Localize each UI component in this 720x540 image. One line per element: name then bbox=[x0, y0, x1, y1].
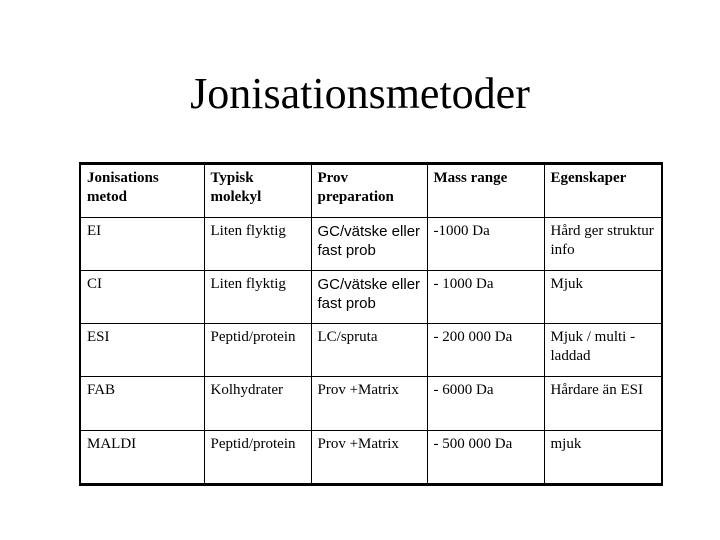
table-cell: mjuk bbox=[544, 431, 662, 485]
header-cell: Mass range bbox=[427, 164, 544, 218]
table-cell: Hårdare än ESI bbox=[544, 377, 662, 431]
table-cell: EI bbox=[80, 218, 204, 271]
header-cell: Egenskaper bbox=[544, 164, 662, 218]
header-cell: Jonisations metod bbox=[80, 164, 204, 218]
ionization-methods-table bbox=[79, 162, 663, 486]
table-cell: Prov +Matrix bbox=[311, 431, 427, 485]
table-cell: - 1000 Da bbox=[427, 271, 544, 324]
table-row bbox=[80, 377, 662, 431]
table-cell: CI bbox=[80, 271, 204, 324]
table-cell: - 200 000 Da bbox=[427, 324, 544, 377]
table-cell: GC/vätske eller fast prob bbox=[311, 271, 427, 324]
table-cell: Hård ger struktur info bbox=[544, 218, 662, 271]
table-cell: Liten flyktig bbox=[204, 218, 311, 271]
table-row bbox=[80, 431, 662, 485]
slide-title: Jonisationsmetoder bbox=[190, 69, 530, 118]
table-cell: Liten flyktig bbox=[204, 271, 311, 324]
table-cell: ESI bbox=[80, 324, 204, 377]
table-cell: - 6000 Da bbox=[427, 377, 544, 431]
table-cell: GC/vätske eller fast prob bbox=[311, 218, 427, 271]
header-cell: Typisk molekyl bbox=[204, 164, 311, 218]
table-cell: Mjuk / multi - laddad bbox=[544, 324, 662, 377]
table-cell: MALDI bbox=[80, 431, 204, 485]
table-row bbox=[80, 271, 662, 324]
table-header-row bbox=[80, 164, 662, 218]
table-cell: Mjuk bbox=[544, 271, 662, 324]
table-cell: Peptid/protein bbox=[204, 431, 311, 485]
table-cell: Prov +Matrix bbox=[311, 377, 427, 431]
table-cell: - 500 000 Da bbox=[427, 431, 544, 485]
table-cell: LC/spruta bbox=[311, 324, 427, 377]
table-row bbox=[80, 218, 662, 271]
table-cell: Peptid/protein bbox=[204, 324, 311, 377]
table-row bbox=[80, 324, 662, 377]
table-cell: Kolhydrater bbox=[204, 377, 311, 431]
table-cell: -1000 Da bbox=[427, 218, 544, 271]
table-cell: FAB bbox=[80, 377, 204, 431]
header-cell: Prov preparation bbox=[311, 164, 427, 218]
